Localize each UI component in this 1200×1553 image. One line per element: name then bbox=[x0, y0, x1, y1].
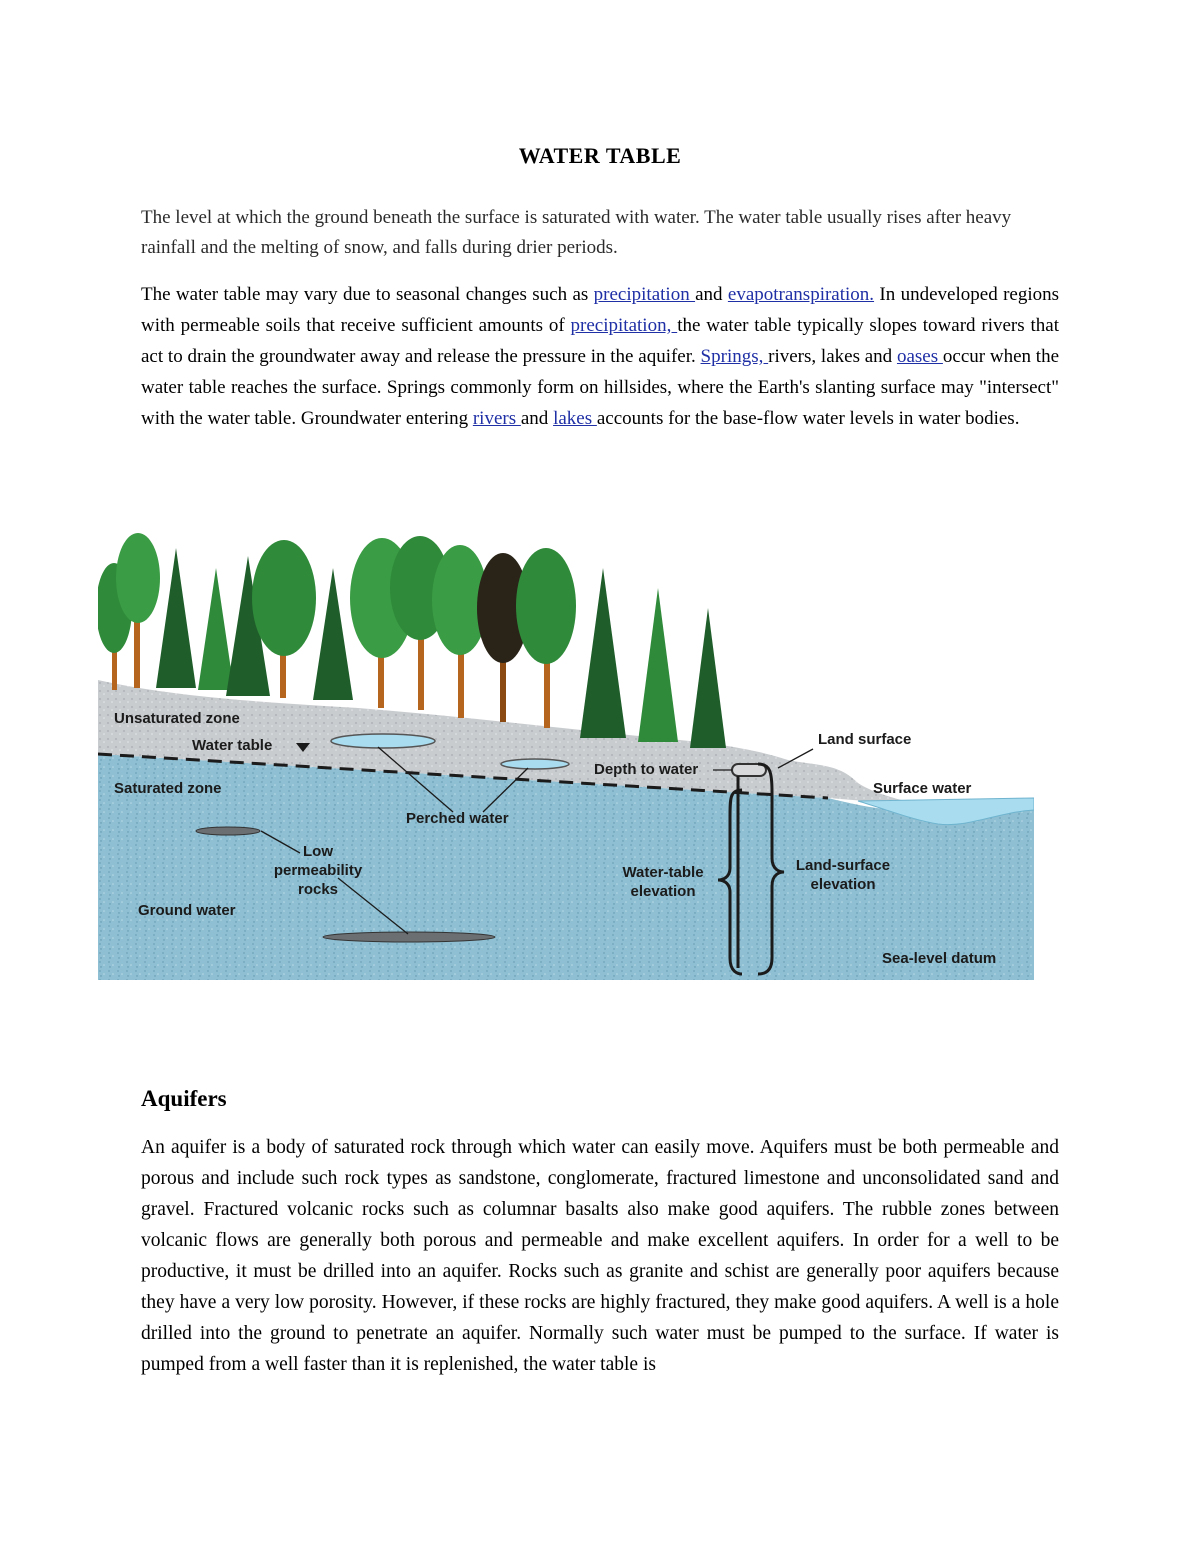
label-land-surface-elevation-1: Land-surface bbox=[795, 857, 891, 874]
label-land-surface-elevation-2: elevation bbox=[810, 876, 876, 893]
page-title: WATER TABLE bbox=[518, 143, 682, 168]
tree bbox=[638, 588, 678, 742]
text-run: rivers, lakes and bbox=[768, 346, 897, 367]
perched-water-lens bbox=[501, 759, 569, 769]
label-unsaturated-zone: Unsaturated zone bbox=[114, 710, 240, 727]
link-lakes[interactable]: lakes bbox=[553, 408, 597, 429]
text-run: and bbox=[520, 408, 554, 429]
label-permeability: permeability bbox=[273, 862, 363, 879]
link-rivers[interactable]: rivers bbox=[472, 408, 521, 429]
tree bbox=[690, 608, 726, 748]
low-permeability-rock bbox=[196, 827, 260, 835]
label-low: Low bbox=[303, 843, 333, 860]
label-sea-level-datum: Sea-level datum bbox=[882, 950, 997, 967]
aquifers-heading: Aquifers bbox=[141, 1086, 227, 1111]
label-water-table-elevation-1: Water-table bbox=[622, 864, 704, 881]
tree bbox=[516, 548, 576, 728]
text-run: and bbox=[695, 284, 728, 305]
text-run: The water table may vary due to seasonal changes such as bbox=[141, 284, 594, 305]
link-springs[interactable]: Springs, bbox=[700, 346, 769, 367]
intro-paragraph: The level at which the ground beneath the surface is saturated with water. The water table usually rises after heavy rainfall and the melting of snow, and falls during drier periods. bbox=[141, 207, 1012, 258]
label-surface-water: Surface water bbox=[873, 780, 972, 797]
text-run: In undeveloped regions with permeable soils that receive sufficient amounts of bbox=[141, 284, 1060, 336]
aquifers-paragraph: An aquifer is a body of saturated rock through which water can easily move. Aquifers must be both permeable and porous and include such rock types as sandstone, conglomerate, fractured limestone and unconsolidated sand and gravel. Fractured volcanic rocks such as columnar basalts also make good aquifers. The rubble zones between volcanic flows are generally both porous and permeable and make excellent aquifers. In order for a well to be productive, it must be drilled into an aquifer. Rocks such as granite and schist are generally poor aquifers because they have a very low porosity. However, if these rocks are highly fractured, they make good aquifers. A well is a hole drilled into the ground to penetrate an aquifer. Normally such water must be pumped to the surface. If water is pumped from a well faster than it is replenished, the water table is bbox=[141, 1137, 1059, 1375]
water-table-diagram bbox=[98, 528, 1034, 980]
label-depth-to-water: Depth to water bbox=[594, 761, 699, 778]
tree bbox=[580, 568, 626, 738]
perched-water-lens bbox=[331, 734, 435, 748]
tree bbox=[156, 548, 196, 688]
low-permeability-rock bbox=[323, 932, 495, 942]
text-run: occur when the water table reaches the surface. Springs commonly form on hillsides, where the Earth's slanting surface may "intersect" with the water table. Groundwater entering bbox=[141, 346, 1060, 429]
tree bbox=[313, 568, 353, 700]
label-land-surface: Land surface bbox=[818, 731, 912, 748]
label-saturated-zone: Saturated zone bbox=[114, 780, 222, 797]
label-water-table-elevation-2: elevation bbox=[630, 883, 696, 900]
water-table-paragraph bbox=[141, 279, 1059, 434]
label-perched-water: Perched water bbox=[406, 810, 509, 827]
well-casing bbox=[732, 764, 766, 776]
link-oases[interactable]: oases bbox=[896, 346, 943, 367]
link-evapotranspiration[interactable]: evapotranspiration. bbox=[727, 284, 875, 305]
label-ground-water: Ground water bbox=[138, 902, 236, 919]
tree bbox=[198, 568, 234, 690]
text-run: the water table typically slopes toward rivers that act to drain the groundwater away and release the pressure in the aquifer. bbox=[141, 315, 1059, 367]
label-rocks: rocks bbox=[297, 881, 339, 898]
link-precipitation-2[interactable]: precipitation, bbox=[570, 315, 678, 336]
label-water-table: Water table bbox=[192, 737, 273, 754]
text-run: accounts for the base-flow water levels in water bodies. bbox=[596, 408, 1020, 429]
link-precipitation[interactable]: precipitation bbox=[593, 284, 696, 305]
